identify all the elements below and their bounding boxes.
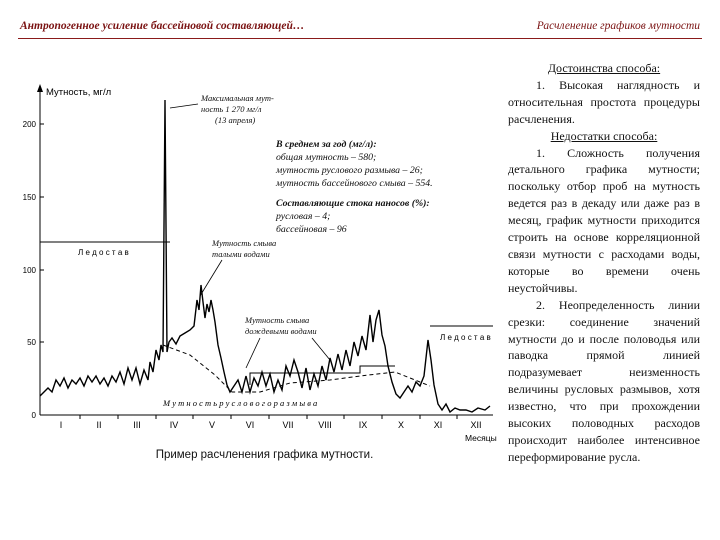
y-tick-label: 200 [22, 120, 36, 129]
svg-text:В среднем за год (мг/л):: В среднем за год (мг/л): [276, 139, 377, 150]
snowmelt-leader [200, 260, 222, 296]
rain-note [244, 315, 317, 336]
y-tick [23, 120, 44, 129]
month-label: III [133, 420, 141, 430]
method-assessment-text [508, 60, 700, 466]
max-note-leader [170, 104, 198, 108]
y-tick-label: 150 [22, 193, 36, 202]
turbidity-chart [0, 60, 500, 450]
month-label: IX [358, 420, 368, 430]
advantage-item: 1. Высокая наглядность и относительная простота процедуры расчленения. [508, 77, 700, 126]
svg-text:дождевыми водами: дождевыми водами [245, 326, 317, 336]
rain-leader [246, 338, 260, 368]
header-right-title: Расчленение графиков мутности [536, 20, 700, 32]
snowmelt-note [211, 238, 276, 259]
y-axis-label: Мутность, мг/л [46, 87, 112, 98]
y-tick [23, 266, 44, 275]
figure-caption: Пример расчленения графика мутности. [155, 449, 374, 461]
svg-text:талыми водами: талыми водами [212, 249, 270, 259]
annual-average-block [275, 139, 433, 189]
svg-text:Мутность смыва: Мутность смыва [212, 238, 277, 248]
svg-text:мутность бассейнового смыва –: мутность бассейнового смыва – 554. [276, 178, 433, 189]
month-label: VII [282, 420, 294, 430]
month-label: XI [433, 420, 443, 430]
max-turbidity-note [200, 93, 274, 125]
y-tick [23, 193, 44, 202]
month-label: VI [245, 420, 255, 430]
svg-text:Мутность смыва: Мутность смыва [245, 315, 310, 325]
sediment-components-block [275, 198, 430, 235]
advantages-title: Достоинства способа: [547, 61, 661, 75]
disadvantage-item: 2. Неопределенность линии срезки: соединение значений мутности до и после половодья или паводка прямой линией подразумевает неизменность величины русловых размывов, хотя известно, что при прохождении высоких половодных расходов происходит наиболее интенсивное переформирование русла. [508, 297, 700, 464]
month-label: XII [470, 420, 482, 430]
month-label: IV [169, 420, 179, 430]
month-ticks [80, 415, 457, 419]
disadvantages-title: Недостатки способа: [550, 128, 658, 143]
y-axis-arrow [37, 84, 43, 92]
svg-text:(13 апреля): (13 апреля) [215, 115, 256, 125]
svg-text:русловая – 4;: русловая – 4; [276, 211, 331, 222]
svg-text:Максимальная мут-: Максимальная мут- [201, 93, 274, 103]
month-label: VIII [318, 420, 332, 430]
svg-text:бассейновая – 96: бассейновая – 96 [276, 224, 347, 235]
x-axis-label: Месяцы [465, 433, 497, 443]
month-label: V [208, 420, 216, 430]
y-tick-label: 0 [31, 411, 36, 420]
y-tick [27, 338, 44, 347]
svg-text:общая мутность – 580;: общая мутность – 580; [276, 152, 377, 163]
ice-cover-label-right: Л е д о с т а в [440, 333, 491, 342]
channel-erosion-label: М у т н о с т ь р у с л о в о г о р а з м ы в а [163, 398, 318, 408]
y-tick-label: 100 [22, 266, 36, 275]
ice-cover-label-left: Л е д о с т а в [78, 248, 129, 257]
header-left-title: Антропогенное усиление бассейновой составляющей… [20, 20, 305, 32]
header-divider [18, 38, 702, 39]
svg-text:Составляющие стока наносов (%): Составляющие стока наносов (%): [276, 198, 430, 209]
svg-text:ность 1 270 мг/л: ность 1 270 мг/л [201, 104, 262, 114]
y-tick-label: 50 [27, 338, 36, 347]
month-label: X [397, 420, 405, 430]
svg-text:мутность руслового размыва – 2: мутность руслового размыва – 26; [276, 165, 423, 176]
rain-leader-2 [312, 338, 330, 360]
month-label: II [96, 420, 102, 430]
month-label: I [59, 420, 63, 430]
disadvantage-item: 1. Сложность получения детального графика мутности; поскольку отбор проб на мутность ведется раз в декаду или даже раз в месяц, график мутности приходится строить на основе корреляционной связи мутности с расходами воды, которые во времени очень неустойчивы. [508, 145, 700, 295]
